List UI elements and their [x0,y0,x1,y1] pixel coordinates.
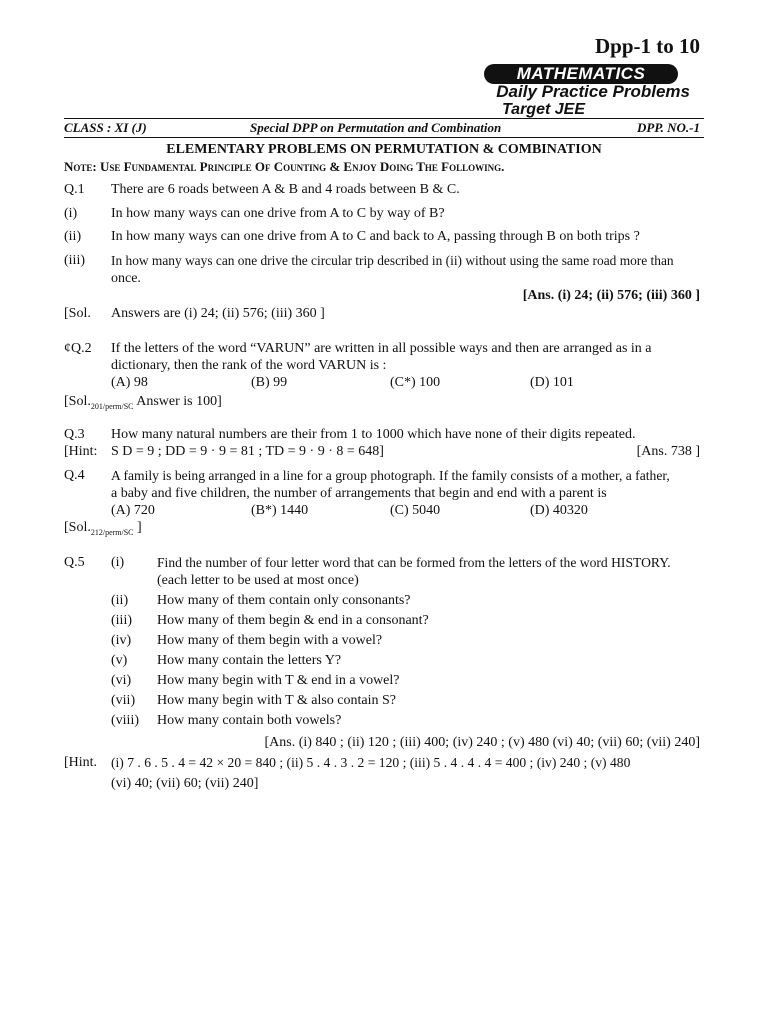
solution-text: Answer is 100] [136,394,222,409]
question-number: Q.1 [64,182,85,197]
series-title: Daily Practice Problems [496,82,690,101]
part-text: In how many ways can one drive from A to C and back to A, passing through B on both trips ? [111,229,640,244]
part-number: (i) [64,206,78,221]
subject-badge [484,64,678,84]
q3-answer: [Ans. 738 ] [636,444,700,459]
q5-answer: [Ans. (i) 840 ; (ii) 120 ; (iii) 400; (iv) 240 ; (v) 480 (vi) 40; (vii) 60; (vii) 240] [264,735,700,750]
part-text: How many begin with T & also contain S? [157,693,397,708]
solution-reference: 212/perm/SC [90,527,134,537]
solution-label: [Sol. [64,306,91,321]
option-c: (C) 5040 [390,503,441,518]
part-text: How many of them contain only consonants? [157,593,411,608]
subject-badge-label: MATHEMATICS [516,64,646,83]
option-d: (D) 40320 [530,503,588,518]
hint-text: S D = 9 ; DD = 9 · 9 = 81 ; TD = 9 · 9 · 8 = 648] [111,444,384,459]
dpp-number: DPP. NO.-1 [637,120,700,135]
part-number: (iii) [64,253,85,268]
option-c: (C*) 100 [390,375,441,390]
topic-label: Special DPP on Permutation and Combination [250,120,502,135]
part-number: (ii) [111,593,129,608]
option-b: (B) 99 [251,375,288,390]
question-number: Q.4 [64,468,85,483]
question-text: How many natural numbers are their from 1 to 1000 which have none of their digits repeated. [111,427,636,442]
question-text: a baby and five children, the number of arrangements that begin and end with a parent is [111,486,607,501]
header-bottom-rule [64,137,704,138]
part-number: (iv) [111,633,132,648]
hint-text: (vi) 40; (vii) 60; (vii) 240] [111,776,259,791]
part-number: (v) [111,653,128,668]
q1-answer: [Ans. (i) 24; (ii) 576; (iii) 360 ] [522,288,700,303]
q4-solution [64,520,704,537]
question-text: There are 6 roads between A & B and 4 roads between B & C. [111,182,460,197]
note-line: Note: Use Fundamental Principle Of Counting & Enjoy Doing The Following. [64,159,505,174]
option-d: (D) 101 [530,375,574,390]
part-text: once. [111,271,141,286]
section-heading: ELEMENTARY PROBLEMS ON PERMUTATION & COMBINATION [166,142,602,157]
option-b: (B*) 1440 [251,503,309,518]
solution-label: [Sol. [64,520,91,535]
question-number: Q.5 [64,555,85,570]
hint-label: [Hint: [64,444,98,459]
part-number: (iii) [111,613,132,628]
question-number: Q.3 [64,427,85,442]
part-text: How many begin with T & end in a vowel? [157,673,400,688]
solution-text: Answers are (i) 24; (ii) 576; (iii) 360 ] [111,306,325,321]
part-number: (vii) [111,693,136,708]
part-number: (i) [111,555,125,570]
solution-text: ] [137,520,142,535]
question-text: A family is being arranged in a line for a group photograph. If the family consists of a mother, a father, [111,468,670,483]
part-text: How many contain the letters Y? [157,653,342,668]
class-label: CLASS : XI (J) [64,120,147,135]
part-text: Find the number of four letter word that can be formed from the letters of the word HISTORY. [157,555,671,570]
part-number: (ii) [64,229,82,244]
dpp-range-title: Dpp-1 to 10 [594,34,700,58]
solution-label: [Sol. [64,394,91,409]
target-label: Target JEE [502,101,585,118]
part-text: (each letter to be used at most once) [157,573,359,588]
question-text: If the letters of the word “VARUN” are written in all possible ways and then are arranged as in a [111,341,652,356]
hint-text: (i) 7 . 6 . 5 . 4 = 42 × 20 = 840 ; (ii) 5 . 4 . 3 . 2 = 120 ; (iii) 5 . 4 . 4 . 4 = 400 ; (iv) 240 ; (v) 480 [111,755,631,770]
part-number: (vi) [111,673,132,688]
part-text: How many contain both vowels? [157,713,342,728]
hint-label: [Hint. [64,755,98,770]
solution-reference: 201/perm/SC [90,401,134,411]
part-text: How many of them begin with a vowel? [157,633,383,648]
q2-solution [64,394,704,411]
option-a: (A) 720 [111,503,155,518]
question-text: dictionary, then the rank of the word VARUN is : [111,358,387,373]
option-a: (A) 98 [111,375,148,390]
part-text: In how many ways can one drive the circular trip described in (ii) without using the same road more than [111,253,674,268]
part-text: In how many ways can one drive from A to C by way of B? [111,206,445,221]
part-text: How many of them begin & end in a consonant? [157,613,429,628]
question-number: ¢Q.2 [64,341,92,356]
header-top-rule [64,118,704,119]
part-number: (viii) [111,713,139,728]
